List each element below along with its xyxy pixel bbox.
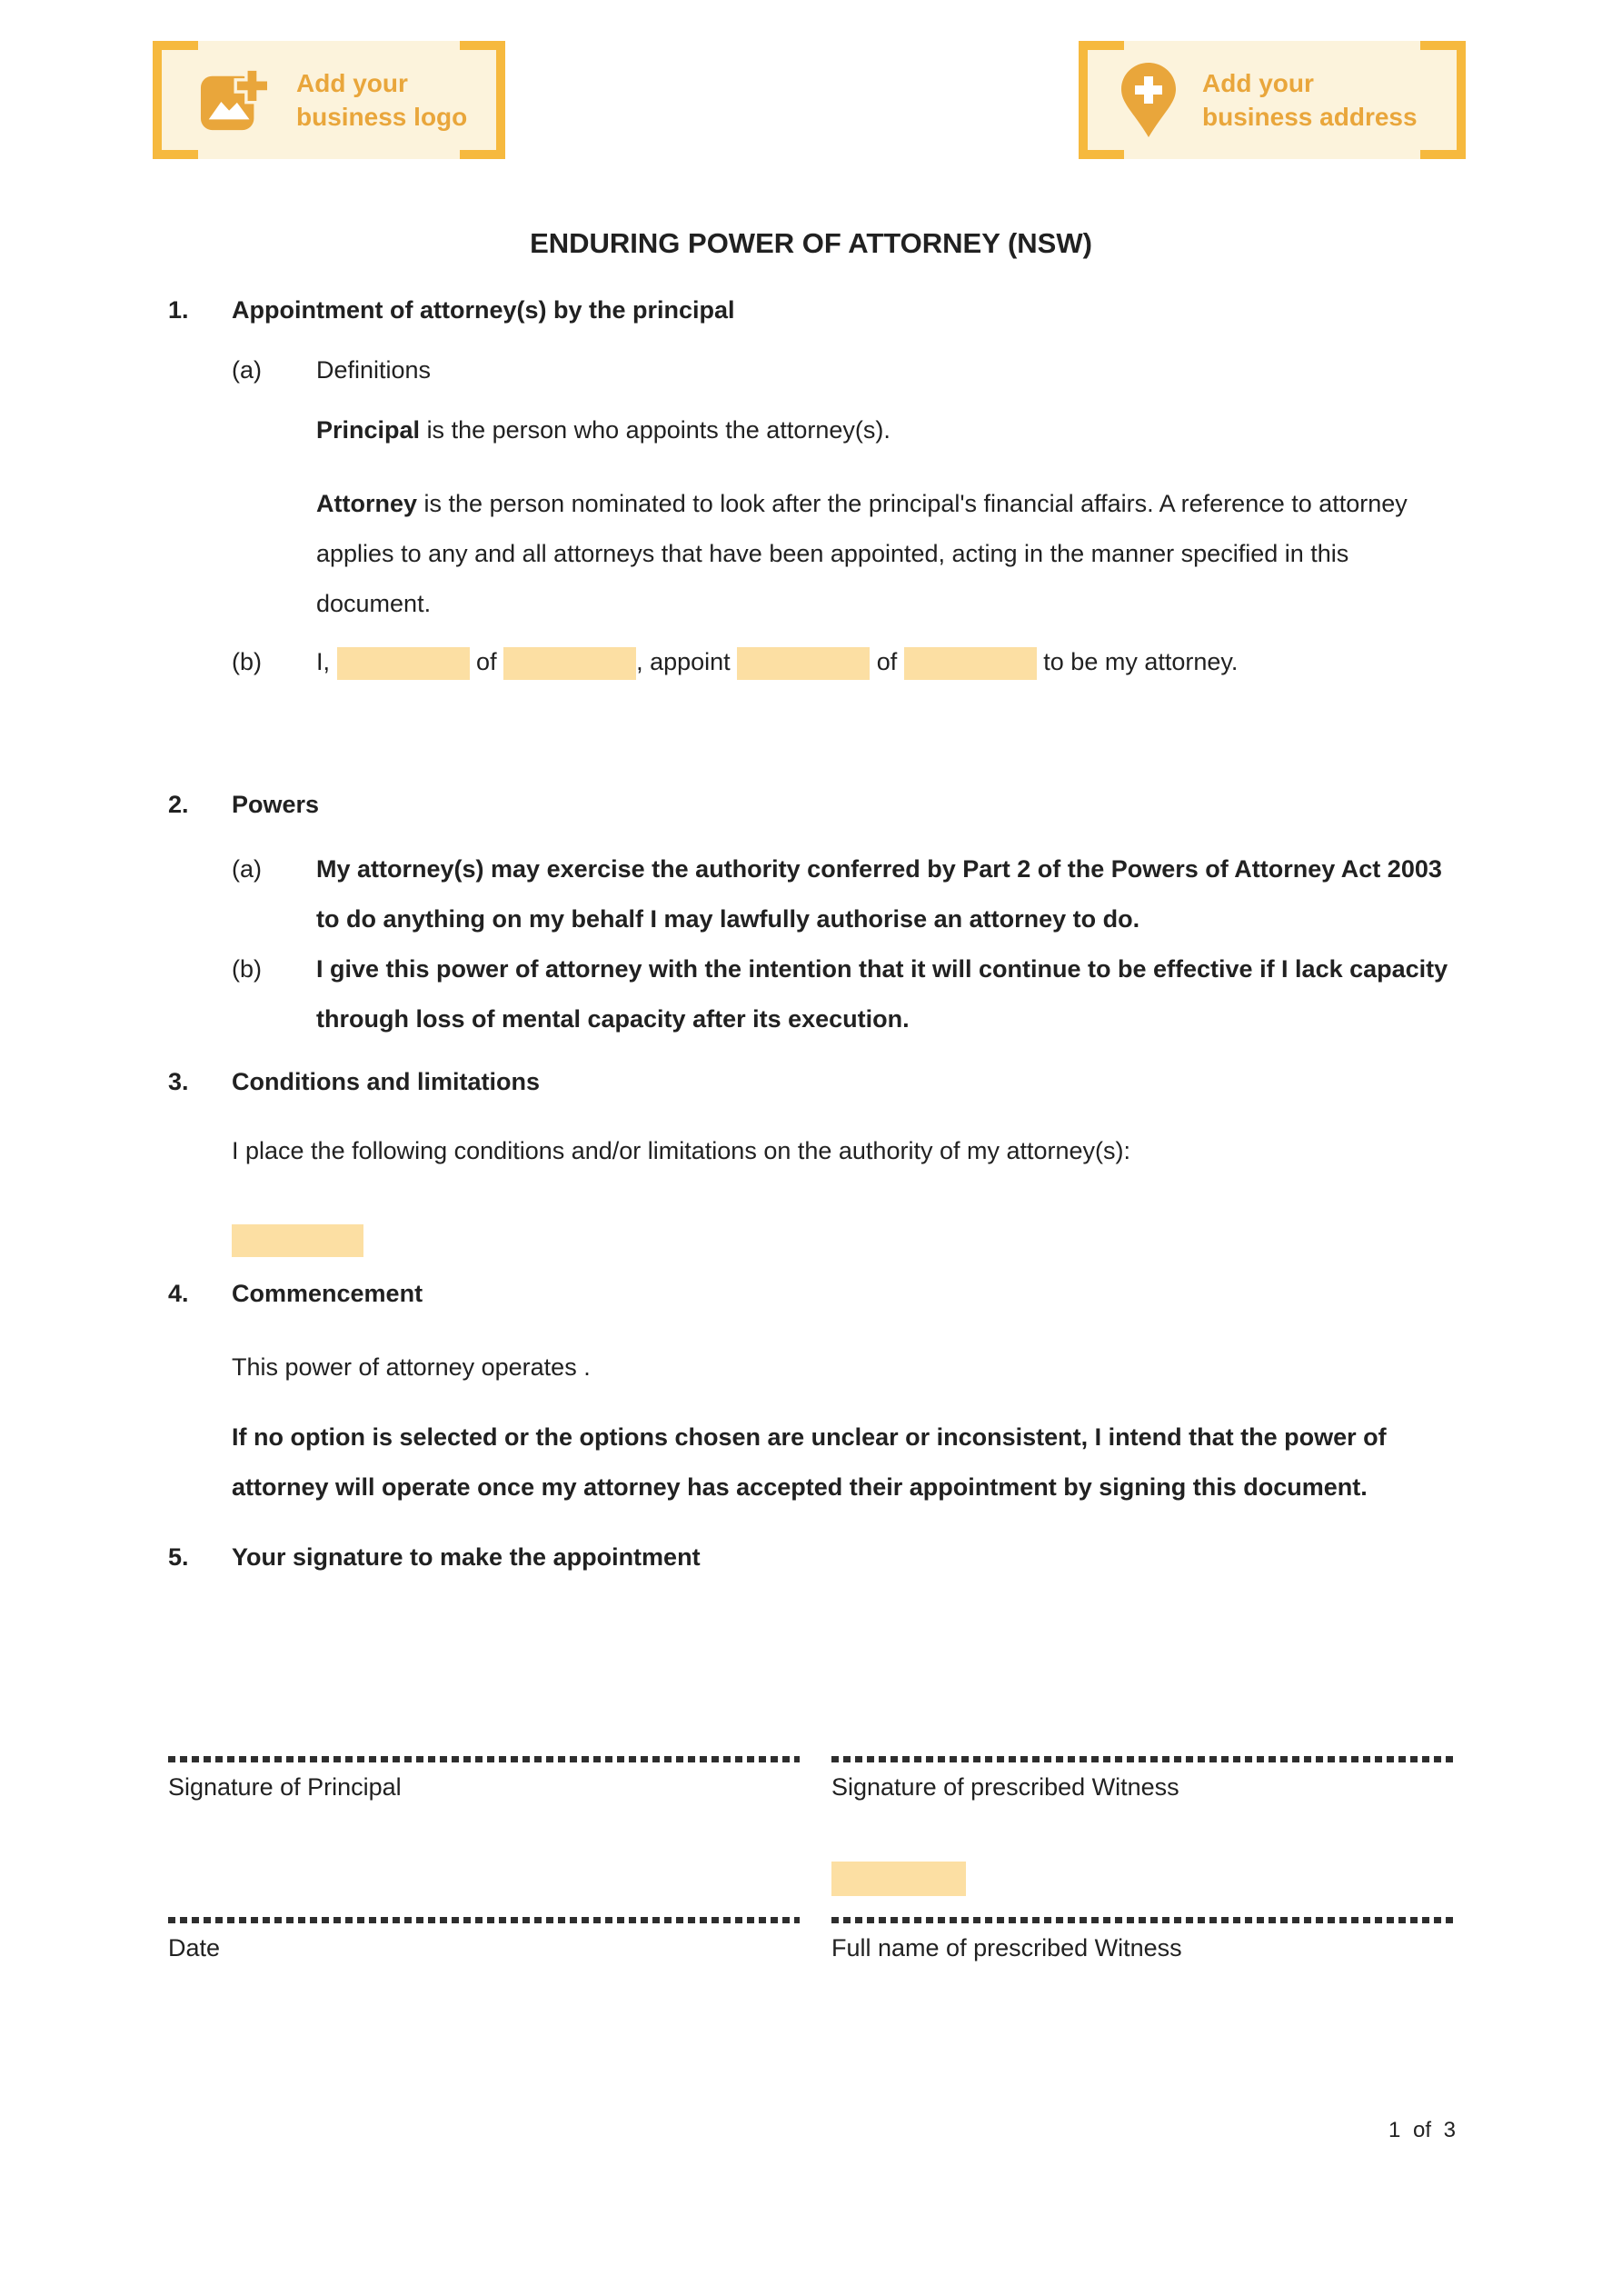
conditions-field[interactable] <box>232 1224 363 1257</box>
section-5-number: 5. <box>168 1543 189 1571</box>
section-5-heading-row <box>168 1532 1454 1582</box>
item-b-label: (b) <box>232 955 262 983</box>
definition-principal-term: Principal <box>316 416 421 444</box>
attorney-address-field[interactable] <box>904 647 1037 680</box>
add-image-icon <box>200 68 267 132</box>
section-4-heading-row <box>168 1269 1454 1319</box>
item-a-text: My attorney(s) may exercise the authority conferred by Part 2 of the Powers of Attorney Act 2003 to do anything on my behalf I may lawfully authorise an attorney to do. <box>316 855 1442 933</box>
date-label: Date <box>168 1934 221 1962</box>
principal-signature-line <box>168 1756 800 1762</box>
principal-name-field[interactable] <box>337 647 470 680</box>
attorney-name-field[interactable] <box>737 647 870 680</box>
item-b-text <box>316 637 1454 687</box>
add-location-pin-icon <box>1120 62 1177 138</box>
section-3-field-row <box>232 1224 1454 1257</box>
section-3-heading: Conditions and limitations <box>232 1068 540 1095</box>
witness-name-field-row <box>831 1862 1454 1896</box>
business-address-placeholder[interactable] <box>1079 41 1466 159</box>
document-body <box>0 285 1622 1973</box>
logo-placeholder-text <box>296 66 467 134</box>
address-placeholder-text <box>1202 66 1418 134</box>
section-1-heading: Appointment of attorney(s) by the principal <box>232 296 735 324</box>
section-1-number: 1. <box>168 296 189 324</box>
document-title: ENDURING POWER OF ATTORNEY (NSW) <box>530 227 1092 259</box>
definition-principal-text: is the person who appoints the attorney(s). <box>426 416 891 444</box>
witness-signature-label: Signature of prescribed Witness <box>831 1773 1179 1801</box>
item-b-post: to be my attorney. <box>1043 648 1239 675</box>
business-logo-placeholder[interactable] <box>153 41 505 159</box>
section-5-heading: Your signature to make the appointment <box>232 1543 701 1571</box>
principal-address-field[interactable] <box>503 647 636 680</box>
signature-spacer <box>168 1812 800 1896</box>
section-1-heading-row <box>168 285 1454 335</box>
witness-name-field[interactable] <box>831 1862 966 1896</box>
section-4-heading: Commencement <box>232 1280 423 1307</box>
definition-attorney <box>316 479 1454 629</box>
page-header <box>0 0 1622 159</box>
section-4-fallback-text: If no option is selected or the options chosen are unclear or inconsistent, I intend that the power of attorney will operate once my attorney has accepted their appointment by signing this document. <box>232 1423 1387 1501</box>
logo-placeholder-content <box>153 66 467 134</box>
page-number: 1 of 3 <box>1388 2118 1456 2142</box>
section-4-operates-text: This power of attorney operates . <box>232 1353 591 1381</box>
section-3-number: 3. <box>168 1068 189 1095</box>
witness-name-label: Full name of prescribed Witness <box>831 1934 1182 1962</box>
address-placeholder-line1: Add your <box>1202 69 1314 97</box>
definition-attorney-text: is the person nominated to look after the principal's financial affairs. A reference to attorney applies to any and all attorneys that have been appointed, acting in the manner specified in this document. <box>316 490 1408 617</box>
section-3-intro: I place the following conditions and/or limitations on the authority of my attorney(s): <box>232 1137 1131 1164</box>
address-placeholder-line2: business address <box>1202 103 1418 131</box>
logo-placeholder-line2: business logo <box>296 103 468 131</box>
item-b-text: I give this power of attorney with the intention that it will continue to be effective if I lack capacity through loss of mental capacity after its execution. <box>316 955 1448 1033</box>
item-a-text: Definitions <box>316 356 432 384</box>
logo-placeholder-line1: Add your <box>296 69 408 97</box>
item-a-label: (a) <box>232 855 262 883</box>
witness-signature-line <box>831 1756 1454 1762</box>
section-2-heading: Powers <box>232 791 320 818</box>
item-b-pre: I, <box>316 648 331 675</box>
section-3-heading-row <box>168 1057 1454 1107</box>
definition-principal <box>316 405 1454 455</box>
definition-attorney-term: Attorney <box>316 490 418 517</box>
section-2-number: 2. <box>168 791 189 818</box>
item-b-of1: of <box>476 648 497 675</box>
address-placeholder-content <box>1079 62 1418 138</box>
principal-signature-label: Signature of Principal <box>168 1773 402 1801</box>
item-b-label: (b) <box>232 648 262 675</box>
section-1-item-a <box>232 345 1454 395</box>
item-a-label: (a) <box>232 356 262 384</box>
section-2-item-b <box>232 944 1454 1044</box>
section-1-item-b <box>232 637 1454 687</box>
signature-block <box>168 1756 1454 1973</box>
date-line <box>168 1917 800 1923</box>
item-b-appoint: , appoint <box>636 648 731 675</box>
section-2-item-a <box>232 844 1454 944</box>
witness-name-line <box>831 1917 1454 1923</box>
item-b-of2: of <box>876 648 898 675</box>
section-2-heading-row <box>168 780 1454 830</box>
section-4-number: 4. <box>168 1280 189 1307</box>
